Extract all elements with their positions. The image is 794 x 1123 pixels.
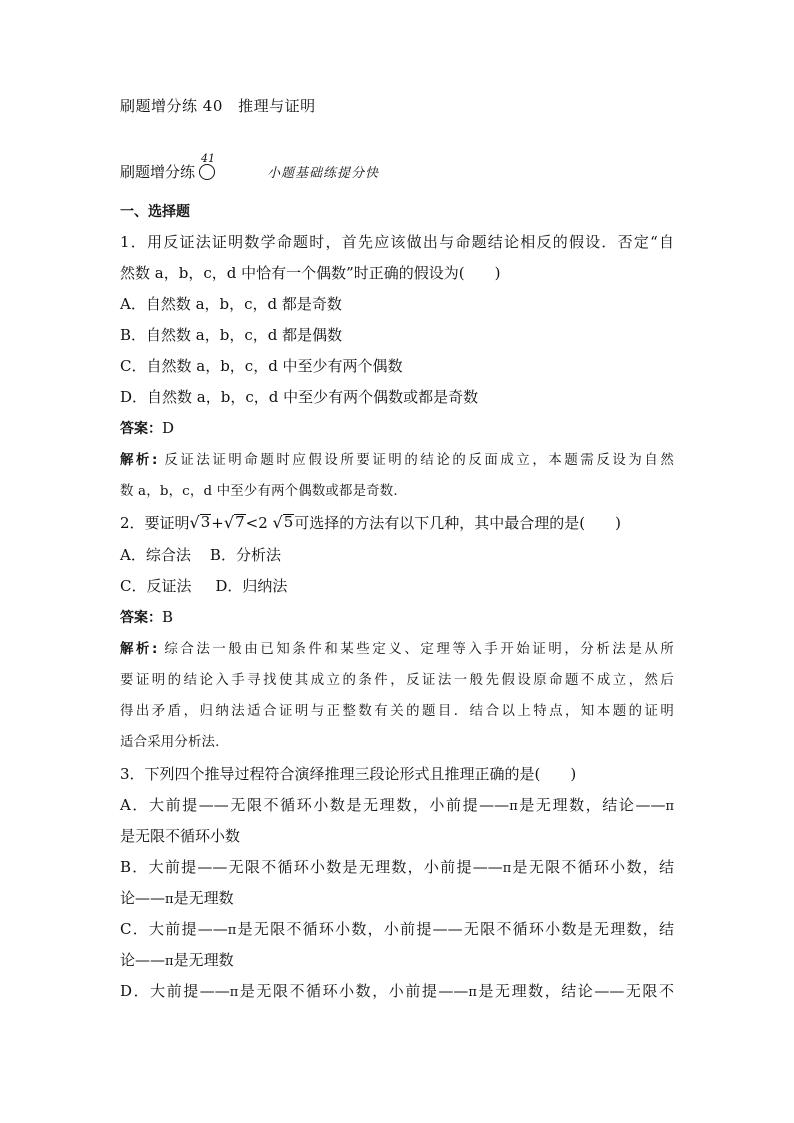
- q2-option-a: A．综合法: [120, 546, 191, 564]
- subtitle-prefix: 刷题增分练: [120, 163, 196, 181]
- answer-label: 答案：: [120, 610, 162, 626]
- q3-option-b-line2: [120, 887, 234, 908]
- pi-symbol: π: [165, 954, 174, 969]
- answer-value: D: [162, 419, 175, 437]
- pi-symbol: π: [229, 985, 239, 1000]
- q1-option-b: B．自然数 a，b，c，d 都是偶数: [120, 326, 343, 344]
- q2-stem: [120, 512, 621, 533]
- pi-symbol: π: [502, 861, 512, 876]
- q1-answer: [120, 418, 174, 438]
- q3-option-a-line1: [120, 794, 674, 815]
- q3-c-pre: C．大前提——: [120, 920, 228, 938]
- q1-option-a: A．自然数 a，b，c，d 都是奇数: [120, 295, 342, 313]
- title-topic: 推理与证明: [238, 97, 316, 115]
- q2-options-cd: [120, 575, 287, 596]
- circle-icon: [199, 164, 215, 180]
- q3-stem-text: 3．下列四个推导过程符合演绎推理三段论形式且推理正确的是(: [120, 765, 541, 783]
- q2-answer: [120, 607, 173, 627]
- q3-a-mid: 是无理数，结论——: [517, 796, 666, 814]
- q3-b2-pre: 论——: [120, 889, 166, 907]
- q3-b2-post: 是无理数: [173, 889, 234, 907]
- q3-c2-pre: 论——: [120, 951, 166, 969]
- badge-number: 41: [201, 151, 216, 165]
- q2-stem-pre: 2．要证明: [120, 514, 190, 532]
- q1-stem-line2: [120, 262, 500, 283]
- analysis-text: 反证法证明命题时应假设所要证明的结论的反面成立，本题需反设为自然: [157, 453, 674, 468]
- circle-number-badge: [197, 151, 219, 180]
- q2-analysis-line3: 得出矛盾，归纳法适合证明与正整数有关的题目．结合以上特点，知本题的证明: [120, 704, 674, 719]
- pi-symbol: π: [165, 892, 174, 907]
- q2-option-c: C．反证法: [120, 577, 192, 595]
- q3-d-mid: 是无限不循环小数，小前提——: [238, 982, 469, 1000]
- radicand-7: 7: [235, 513, 245, 532]
- q3-paren-close: ): [570, 765, 577, 783]
- q3-d-mid2: 是无理数，结论——无限不: [476, 982, 674, 1000]
- q3-stem: [120, 763, 576, 784]
- q3-option-c-line1: [120, 918, 674, 939]
- q3-b-pre: B．大前提——无限不循环小数是无理数，小前提——: [120, 858, 503, 876]
- q2-option-b: B．分析法: [209, 546, 281, 564]
- subtitle-slogan: 小题基础练提分快: [267, 166, 380, 181]
- answer-label: 答案：: [120, 421, 162, 437]
- title-prefix: 刷题增分练: [120, 97, 198, 115]
- practice-subtitle: [120, 151, 380, 182]
- q2-paren-close: ): [615, 514, 621, 532]
- analysis-label: 解析:: [120, 642, 158, 657]
- q2-analysis-line2: 要证明的结论入手寻找使其成立的条件，反证法一般先假设原命题不成立，然后: [120, 673, 674, 688]
- q3-b-mid: 是无限不循环小数，结: [511, 858, 674, 876]
- pi-symbol: π: [509, 799, 518, 814]
- pi-symbol: π: [227, 923, 237, 938]
- less-than-two: <2: [245, 514, 268, 532]
- q1-analysis-line2: 数 a，b，c，d 中至少有两个偶数或都是奇数.: [120, 484, 398, 499]
- page-title: [120, 95, 316, 116]
- q1-paren-close: ): [494, 264, 501, 282]
- q2-options-ab: [120, 544, 281, 565]
- pi-symbol: π: [468, 985, 477, 1000]
- q3-a-pre: A．大前提——无限不循环小数是无理数，小前提——: [120, 796, 510, 814]
- analysis-text: 综合法一般由已知条件和某些定义、定理等入手开始证明，分析法是从所: [157, 642, 674, 657]
- radical-icon: √: [189, 513, 200, 532]
- q2-analysis-line4: 适合采用分析法.: [120, 735, 220, 750]
- title-number: 40: [202, 97, 223, 115]
- q3-c-mid: 是无限不循环小数，小前提——无限不循环小数是无理数，结: [236, 920, 674, 938]
- q2-option-d: D．归纳法: [215, 577, 288, 595]
- radicand-3: 3: [200, 513, 211, 532]
- q1-stem-line1: 1．用反证法证明数学命题时，首先应该做出与命题结论相反的假设．否定“自: [120, 233, 674, 251]
- q3-option-b-line1: [120, 856, 674, 877]
- q1-stem-text: 然数 a，b，c，d 中恰有一个偶数”时正确的假设为(: [120, 264, 465, 282]
- answer-value: B: [162, 608, 174, 626]
- analysis-label: 解析:: [120, 453, 158, 468]
- q1-option-d: D．自然数 a，b，c，d 中至少有两个偶数或都是奇数: [120, 388, 479, 406]
- q2-analysis-line1: [120, 638, 674, 657]
- q1-analysis-line1: [120, 449, 674, 468]
- q2-stem-post: 可选择的方法有以下几种，其中最合理的是(: [294, 514, 586, 532]
- q3-d-pre: D．大前提——: [120, 982, 230, 1000]
- radicand-5: 5: [283, 513, 294, 532]
- plus-sign: +: [211, 514, 224, 532]
- q1-option-c: C．自然数 a，b，c，d 中至少有两个偶数: [120, 357, 403, 375]
- q3-option-a-line2: 是无限不循环小数: [120, 827, 241, 845]
- q3-c2-post: 是无理数: [173, 951, 234, 969]
- pi-symbol: π: [665, 799, 674, 814]
- sqrt-5: [273, 514, 295, 531]
- q3-option-c-line2: [120, 949, 234, 970]
- q3-option-d-line1: [120, 980, 674, 1001]
- sqrt-3: [190, 514, 212, 531]
- section-heading: 一、选择题: [120, 204, 190, 220]
- sqrt-7: [224, 514, 246, 531]
- radical-icon: √: [223, 513, 235, 532]
- radical-icon: √: [272, 513, 283, 532]
